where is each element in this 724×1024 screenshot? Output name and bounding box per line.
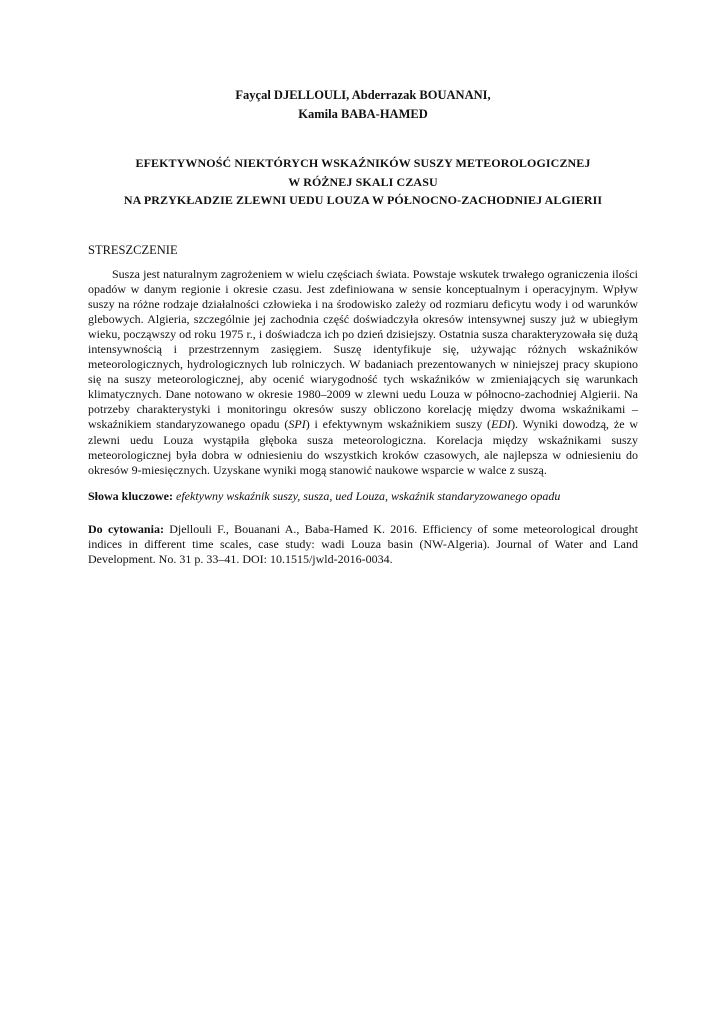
- abstract-text-part-3: ). Wyniki dowodzą, że w zlewni uedu Louza wystąpiła głęboka susza meteorologiczna. Korelacja między wskaźnikami suszy meteorologicznej była dobra w odniesieniu do wszystkich kroków czasowych, ale najlepsza w odniesieniu do okresów 9-miesięcznych. Uzyskane wyniki mogą stanowić naukowe wsparcie w walce z suszą.: [88, 417, 638, 477]
- keywords-text: efektywny wskaźnik suszy, susza, ued Louza, wskaźnik standaryzowanego opadu: [176, 488, 561, 503]
- title-line-2: W RÓŻNEJ SKALI CZASU: [288, 174, 438, 189]
- author-list: [88, 86, 638, 124]
- edi-abbrev: EDI: [491, 417, 512, 432]
- citation: [88, 522, 638, 567]
- keywords: [88, 489, 638, 504]
- abstract-text: [88, 267, 638, 478]
- keywords-label: Słowa kluczowe:: [88, 488, 173, 503]
- title-line-3: NA PRZYKŁADZIE ZLEWNI UEDU LOUZA W PÓŁNOCNO-ZACHODNIEJ ALGIERII: [123, 193, 603, 207]
- paper-title: [88, 154, 638, 210]
- spi-abbrev: SPI: [288, 417, 306, 432]
- citation-label: Do cytowania:: [88, 521, 164, 536]
- abstract-heading: STRESZCZENIE: [88, 242, 178, 257]
- abstract-text-part-2: ) i efektywnym wskaźnikiem suszy (: [305, 417, 492, 432]
- authors-line-1: Fayçal DJELLOULI, Abderrazak BOUANANI,: [235, 88, 491, 102]
- authors-line-2: Kamila BABA-HAMED: [298, 107, 428, 121]
- citation-text: Djellouli F., Bouanani A., Baba-Hamed K. 2016. Efficiency of some meteorological drought indices in different time scales, case study: wadi Louza basin (NW-Algeria). Journal of Water and Land Development. No. 31 p. 33–41. DOI: 10.1515/jwld-2016-0034.: [88, 521, 638, 567]
- document-page: [88, 86, 638, 567]
- title-line-1: EFEKTYWNOŚĆ NIEKTÓRYCH WSKAŹNIKÓW SUSZY METEOROLOGICZNEJ: [135, 156, 591, 170]
- abstract-text-part-1: Susza jest naturalnym zagrożeniem w wielu częściach świata. Powstaje wskutek trwałego ograniczenia ilości opadów w danym regionie i okresie czasu. Jest zdefiniowana w sensie konceptualnym i operacyjnym. Wpływ suszy na różne rodzaje działalności człowieka i na środowisko zależy od rozmiaru deficytu wody i od warunków glebowych. Algieria, szczególnie jej zachodnia część doświadczyła okresów intensywnej suszy już w ubiegłym wieku, począwszy od roku 1975 r., i doświadcza ich po dzień dzisiejszy. Ostatnia susza charakteryzowała się dużą intensywnością i przestrzennym zasięgiem. Suszę identyfikuje się, używając różnych wskaźników meteorologicznych, hydrologicznych lub rolniczych. W badaniach prezentowanych w niniejszej pracy skupiono się na suszy meteorologicznej, aby ocenić wiarygodność tych wskaźników w zmieniających się warunkach klimatycznych. Dane notowano w okresie 1980–2009 w zlewni uedu Louza w północno-zachodniej Algierii. Na potrzeby charakterystyki i monitoringu okresów suszy obliczono korelację między dwoma wskaźnikami – wskaźnikiem standaryzowanego opadu (: [88, 266, 638, 432]
